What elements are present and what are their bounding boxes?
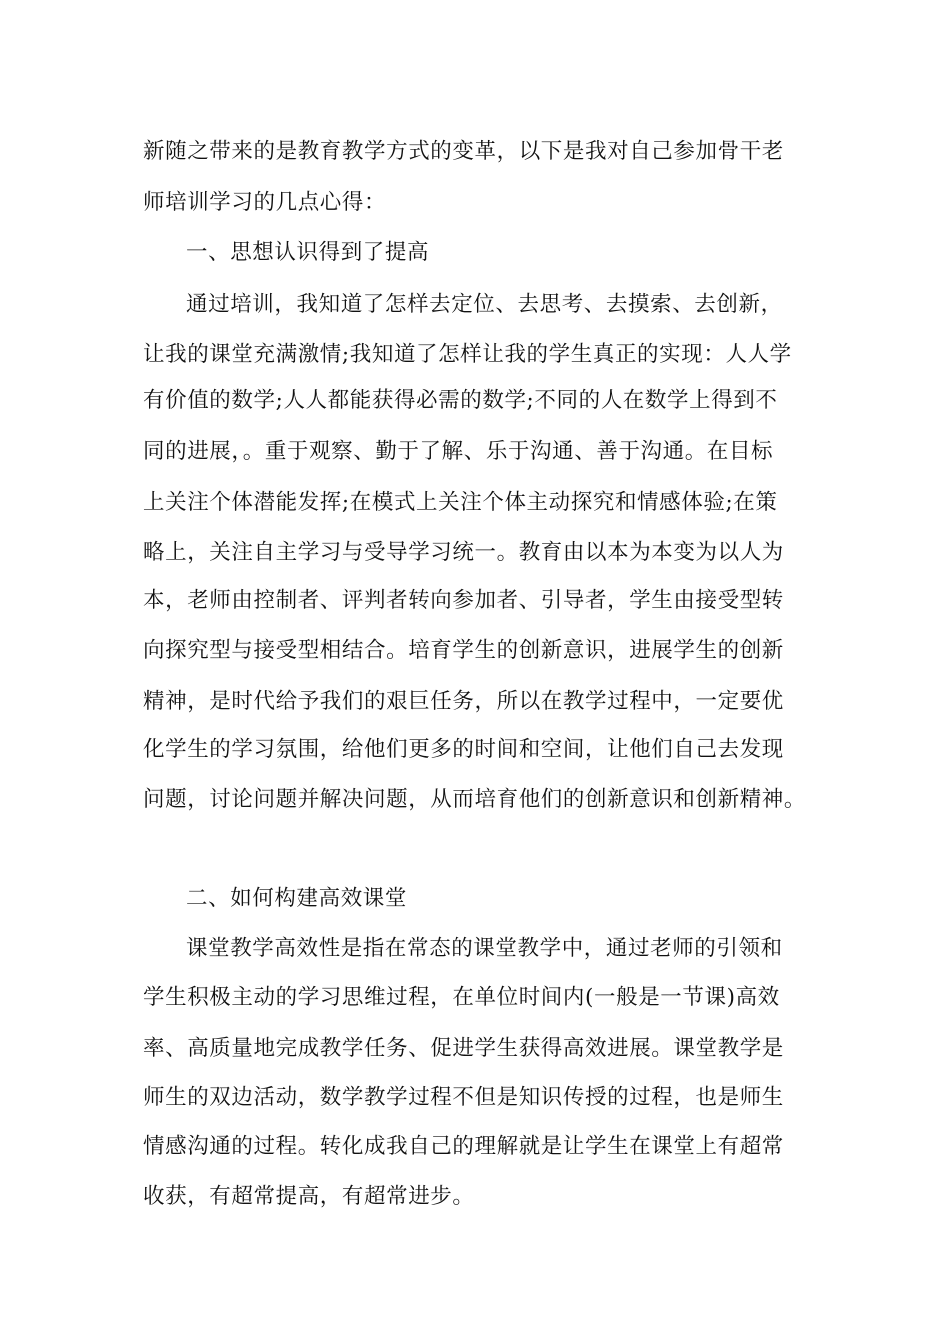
body-text-line: 师培训学习的几点心得： xyxy=(143,190,387,215)
body-text-line: 收获，有超常提高，有超常进步。 xyxy=(143,1184,475,1209)
body-text-line: 向探究型与接受型相结合。培育学生的创新意识，进展学生的创新 xyxy=(143,638,784,663)
body-text-line: 略上，关注自主学习与受导学习统一。教育由以本为本变为以人为 xyxy=(143,540,784,565)
body-text-line: 课堂教学高效性是指在常态的课堂教学中，通过老师的引领和 xyxy=(186,936,783,961)
body-text-line: 精神，是时代给予我们的艰巨任务，所以在教学过程中，一定要优 xyxy=(143,689,784,714)
body-text-line: 新随之带来的是教育教学方式的变革，以下是我对自己参加骨干老 xyxy=(143,139,784,164)
body-text-line: 有价值的数学;人人都能获得必需的数学;不同的人在数学上得到不 xyxy=(143,388,778,413)
body-text-line: 同的进展，。重于观察、勤于了解、乐于沟通、善于沟通。在目标 xyxy=(143,439,774,464)
body-text-line: 学生积极主动的学习思维过程，在单位时间内(一般是一节课)高效 xyxy=(143,985,780,1010)
body-text-line: 让我的课堂充满激情;我知道了怎样让我的学生真正的实现：人人学 xyxy=(143,342,792,367)
body-text-line: 本，老师由控制者、评判者转向参加者、引导者，学生由接受型转 xyxy=(143,588,784,613)
body-text-line: 问题，讨论问题并解决问题，从而培育他们的创新意识和创新精神。 xyxy=(143,787,807,812)
section-heading: 一、思想认识得到了提高 xyxy=(186,240,430,265)
body-text-line: 上关注个体潜能发挥;在模式上关注个体主动探究和情感体验;在策 xyxy=(143,490,778,515)
body-text-line: 师生的双边活动，数学教学过程不但是知识传授的过程，也是师生 xyxy=(143,1085,784,1110)
body-text-line: 情感沟通的过程。转化成我自己的理解就是让学生在课堂上有超常 xyxy=(143,1134,784,1159)
section-heading: 二、如何构建高效课堂 xyxy=(186,886,408,911)
body-text-line: 化学生的学习氛围，给他们更多的时间和空间，让他们自己去发现 xyxy=(143,737,784,762)
body-text-line: 率、高质量地完成教学任务、促进学生获得高效进展。课堂教学是 xyxy=(143,1036,784,1061)
body-text-line: 通过培训，我知道了怎样去定位、去思考、去摸索、去创新， xyxy=(186,292,783,317)
